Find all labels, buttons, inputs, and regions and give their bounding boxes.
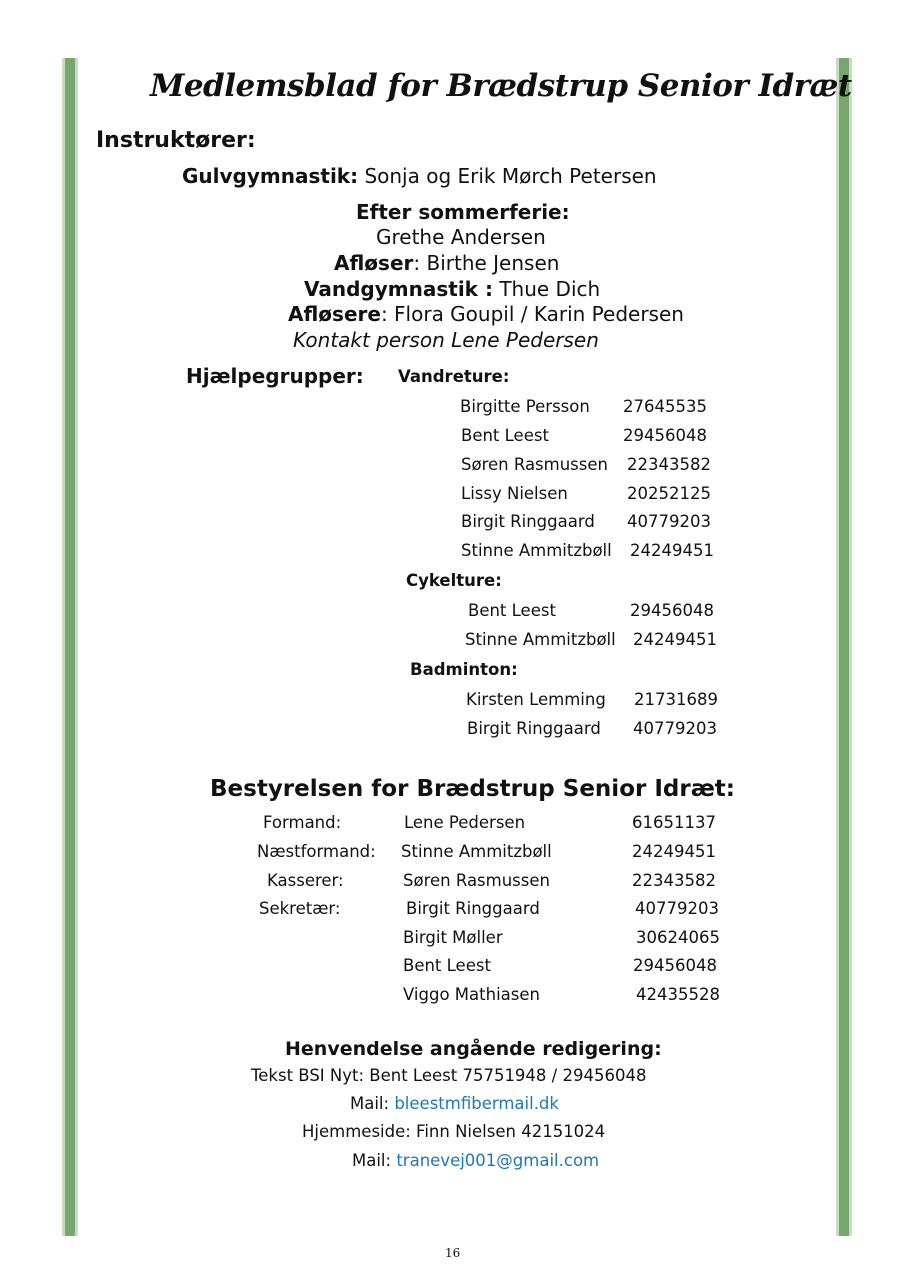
contact-phone: 40779203: [633, 719, 717, 738]
contact-name: Birgit Ringgaard: [467, 719, 601, 738]
contact-phone: 24249451: [633, 630, 717, 649]
list-item-phone: [623, 426, 707, 445]
editing-mail1-line: [350, 1094, 559, 1113]
list-item-phone: [633, 719, 717, 738]
aflosere-value: : Flora Goupil / Karin Pedersen: [380, 302, 684, 326]
list-item-phone: [623, 397, 707, 416]
list-item: [467, 719, 601, 738]
contact-line: Kontakt person Lene Pedersen: [293, 328, 599, 352]
board-name: Stinne Ammitzbøll: [401, 842, 552, 861]
afloser-label: Afløser: [334, 251, 414, 275]
board-phone: 61651137: [632, 813, 716, 832]
aflosere-label: Afløsere: [288, 302, 381, 326]
contact-name: Kirsten Lemming: [466, 690, 606, 709]
list-item-phone: [627, 512, 711, 531]
board-phone: 40779203: [635, 899, 719, 918]
board-name: Viggo Mathiasen: [403, 985, 540, 1004]
board-phone: 29456048: [633, 956, 717, 975]
vand-value: Thue Dich: [499, 277, 601, 301]
editing-mail2-line: [352, 1151, 599, 1170]
right-border-bar: [836, 58, 852, 1236]
list-item: [461, 455, 608, 474]
contact-name: Bent Leest: [461, 426, 549, 445]
vand-line: [304, 277, 600, 301]
contact-phone: 29456048: [623, 426, 707, 445]
contact-phone: 20252125: [627, 484, 711, 503]
list-item: [461, 541, 612, 560]
list-item: [461, 512, 595, 531]
list-item-phone: [630, 601, 714, 620]
instructors-heading: Instruktører:: [96, 128, 256, 153]
contact-name: Stinne Ammitzbøll: [465, 630, 616, 649]
list-item-phone: [633, 630, 717, 649]
list-item-phone: [630, 541, 714, 560]
list-item: [465, 630, 616, 649]
editing-homepage-line: Hjemmeside: Finn Nielsen 42151024: [302, 1122, 606, 1141]
contact-phone: 21731689: [634, 690, 718, 709]
mail2-label: Mail:: [352, 1151, 397, 1170]
afloser-line: [334, 251, 559, 275]
gulv-label: Gulvgymnastik:: [182, 164, 359, 188]
vand-label: Vandgymnastik :: [304, 277, 493, 301]
contact-phone: 24249451: [630, 541, 714, 560]
mail1-label: Mail:: [350, 1094, 395, 1113]
list-item: [461, 484, 568, 503]
board-role: Kasserer:: [267, 871, 344, 890]
vandreture-heading: Vandreture:: [398, 367, 510, 386]
board-phone: 30624065: [636, 928, 720, 947]
after-summer-label: Efter sommerferie:: [356, 200, 570, 224]
list-item: [466, 690, 606, 709]
board-name: Birgit Ringgaard: [406, 899, 540, 918]
afloser-value: : Birthe Jensen: [413, 251, 560, 275]
page-title: Medlemsblad for Brædstrup Senior Idræt: [150, 68, 852, 104]
list-item: [468, 601, 556, 620]
board-name: Bent Leest: [403, 956, 491, 975]
list-item: [461, 426, 549, 445]
contact-name: Lissy Nielsen: [461, 484, 568, 503]
contact-name: Stinne Ammitzbøll: [461, 541, 612, 560]
contact-name: Birgit Ringgaard: [461, 512, 595, 531]
board-name: Søren Rasmussen: [403, 871, 550, 890]
gulv-line: [182, 164, 657, 188]
contact-phone: 29456048: [630, 601, 714, 620]
board-role: Næstformand:: [257, 842, 376, 861]
contact-name: Søren Rasmussen: [461, 455, 608, 474]
badminton-heading: Badminton:: [410, 660, 518, 679]
board-role: Sekretær:: [259, 899, 341, 918]
list-item-phone: [634, 690, 718, 709]
editing-tekst-line: Tekst BSI Nyt: Bent Leest 75751948 / 29456048: [251, 1066, 647, 1085]
list-item-phone: [627, 455, 711, 474]
list-item-phone: [627, 484, 711, 503]
aflosere-line: [288, 302, 684, 326]
mail1-link[interactable]: bleestmfibermail.dk: [394, 1094, 559, 1113]
cykelture-heading: Cykelture:: [406, 571, 502, 590]
after-summer-name: Grethe Andersen: [376, 225, 546, 249]
mail2-link[interactable]: tranevej001@gmail.com: [396, 1151, 600, 1170]
contact-name: Bent Leest: [468, 601, 556, 620]
board-name: Lene Pedersen: [404, 813, 526, 832]
left-border-bar: [62, 58, 78, 1236]
contact-phone: 27645535: [623, 397, 707, 416]
contact-phone: 40779203: [627, 512, 711, 531]
board-heading: Bestyrelsen for Brædstrup Senior Idræt:: [210, 776, 736, 802]
editing-heading: Henvendelse angående redigering:: [285, 1038, 662, 1060]
board-name: Birgit Møller: [403, 928, 503, 947]
contact-phone: 22343582: [627, 455, 711, 474]
board-role: Formand:: [263, 813, 342, 832]
gulv-value: Sonja og Erik Mørch Petersen: [364, 164, 657, 188]
list-item: [460, 397, 590, 416]
page-number: 16: [445, 1246, 461, 1260]
board-phone: 42435528: [636, 985, 720, 1004]
contact-name: Birgitte Persson: [460, 397, 590, 416]
board-phone: 24249451: [632, 842, 716, 861]
help-groups-heading: Hjælpegrupper:: [186, 364, 364, 388]
board-phone: 22343582: [632, 871, 716, 890]
